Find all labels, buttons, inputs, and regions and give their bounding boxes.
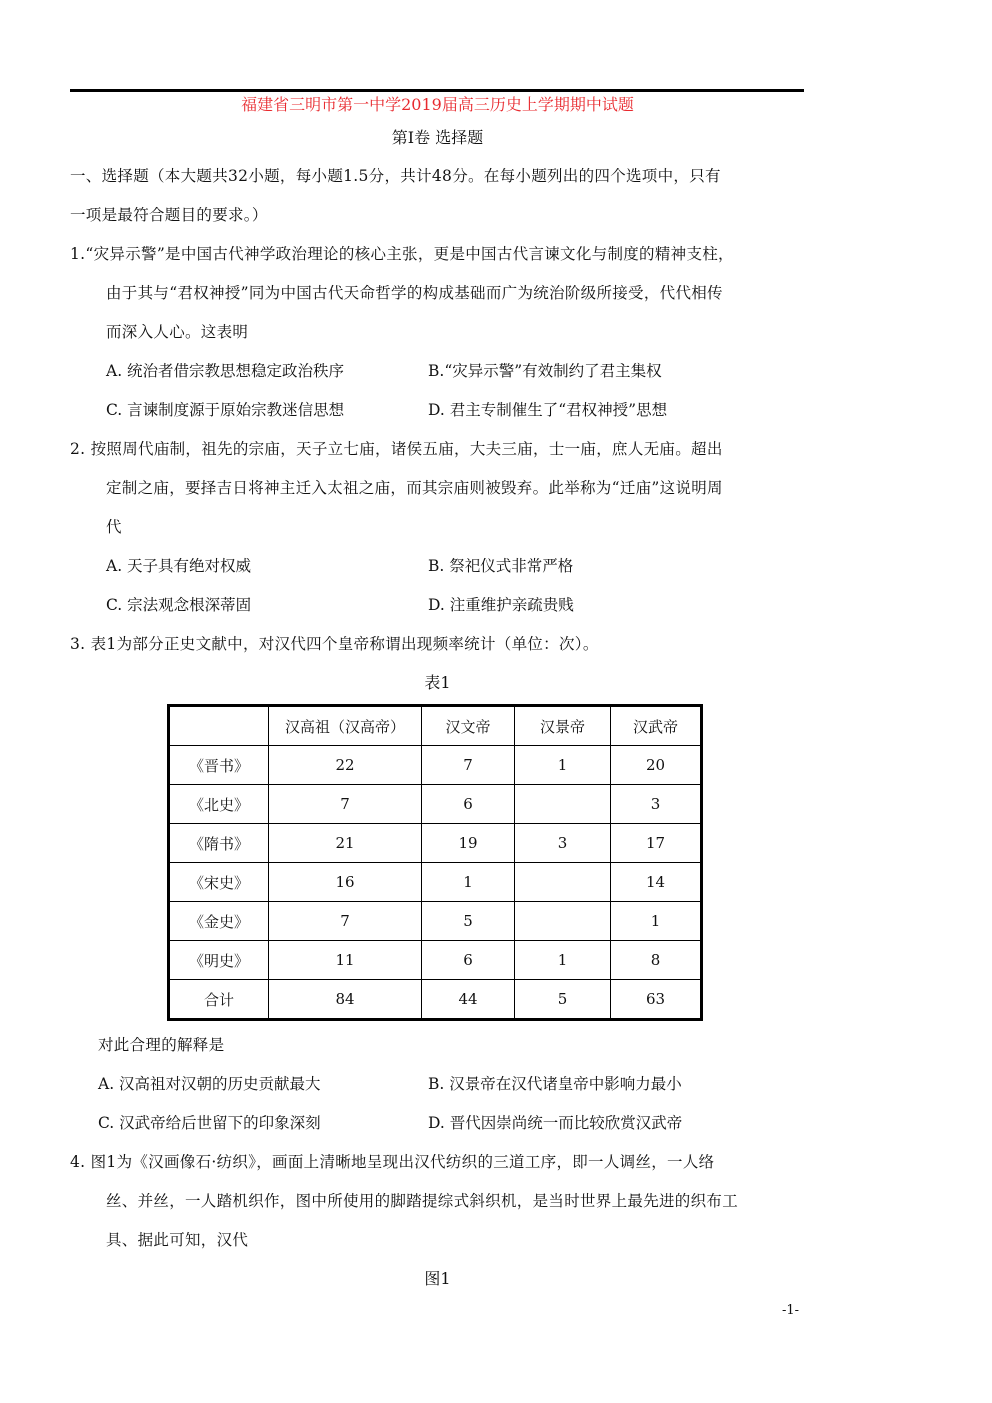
table-cell: [515, 902, 611, 941]
q3-option-d[interactable]: D. 晋代因崇尚统一而比较欣赏汉武帝: [428, 1114, 683, 1132]
table-cell: 11: [269, 941, 422, 980]
q2-option-d[interactable]: D. 注重维护亲疏贵贱: [428, 596, 574, 614]
table-cell: 14: [611, 863, 702, 902]
table-cell: [515, 863, 611, 902]
table-header-cell: [169, 706, 269, 746]
table-row: [169, 746, 702, 785]
q2-option-b[interactable]: B. 祭祀仪式非常严格: [428, 557, 574, 575]
table-row: [169, 863, 702, 902]
q1-option-c[interactable]: C. 言谏制度源于原始宗教迷信思想: [106, 401, 345, 419]
table-total-row: [169, 980, 702, 1020]
header-rule: [70, 89, 804, 92]
q4-stem-line1: 4. 图1为《汉画像石·纺织》，画面上清晰地呈现出汉代纺织的三道工序，即一人调丝，一人络: [70, 1153, 715, 1171]
q1-option-a[interactable]: A. 统治者借宗教思想稳定政治秩序: [106, 362, 345, 380]
table-cell: 1: [515, 941, 611, 980]
section-subtitle: 第I卷 选择题: [391, 128, 484, 147]
q1-option-d[interactable]: D. 君主专制催生了“君权神授”思想: [428, 401, 668, 419]
table-caption: 表1: [424, 673, 451, 692]
table-cell: 《北史》: [169, 785, 269, 824]
table-row: [169, 824, 702, 863]
q4-stem-line2: 丝、并丝，一人踏机织作，图中所使用的脚踏提综式斜织机，是当时世界上最先进的织布工: [106, 1192, 739, 1210]
table-cell: 《晋书》: [169, 746, 269, 785]
table-cell: 7: [269, 785, 422, 824]
table-cell: 《明史》: [169, 941, 269, 980]
table-cell: 16: [269, 863, 422, 902]
table-cell: 22: [269, 746, 422, 785]
table-cell: 8: [611, 941, 702, 980]
table-header-cell: 汉景帝: [515, 706, 611, 746]
figure-caption: 图1: [424, 1269, 451, 1288]
section-instructions-line2: 一项是最符合题目的要求。）: [70, 206, 268, 224]
document-title: 福建省三明市第一中学2019届高三历史上学期期中试题: [241, 95, 634, 114]
table-header-cell: 汉文帝: [422, 706, 515, 746]
q3-stem-line1: 3. 表1为部分正史文献中，对汉代四个皇帝称谓出现频率统计（单位：次）。: [70, 635, 599, 653]
table-cell: 《金史》: [169, 902, 269, 941]
q2-option-c[interactable]: C. 宗法观念根深蒂固: [106, 596, 252, 614]
page-number: -1-: [782, 1303, 800, 1318]
q1-option-b[interactable]: B.“灾异示警”有效制约了君主集权: [428, 362, 662, 380]
table-cell: 7: [269, 902, 422, 941]
table-cell: 1: [422, 863, 515, 902]
section-instructions-line1: 一、选择题（本大题共32小题，每小题1.5分，共计48分。在每小题列出的四个选项中，只有: [70, 167, 721, 185]
table-cell: 5: [515, 980, 611, 1020]
table-cell: 21: [269, 824, 422, 863]
table-cell: 《隋书》: [169, 824, 269, 863]
table-cell: 20: [611, 746, 702, 785]
table-cell: 5: [422, 902, 515, 941]
table-header-row: [169, 706, 702, 746]
table-row: [169, 941, 702, 980]
table-cell: 3: [611, 785, 702, 824]
table-cell: 1: [611, 902, 702, 941]
table-cell: [515, 785, 611, 824]
q2-option-a[interactable]: A. 天子具有绝对权威: [106, 557, 252, 575]
table-cell: 合计: [169, 980, 269, 1020]
table-cell: 19: [422, 824, 515, 863]
q2-stem-line1: 2. 按照周代庙制，祖先的宗庙，天子立七庙，诸侯五庙，大夫三庙，士一庙，庶人无庙。超出: [70, 440, 723, 458]
table-cell: 44: [422, 980, 515, 1020]
table-cell: 《宋史》: [169, 863, 269, 902]
frequency-table: [167, 704, 703, 1021]
table-cell: 7: [422, 746, 515, 785]
table-cell: 63: [611, 980, 702, 1020]
q1-stem-line2: 由于其与“君权神授”同为中国古代天命哲学的构成基础而广为统治阶级所接受，代代相传: [106, 284, 723, 302]
q3-stem-after: 对此合理的解释是: [98, 1036, 225, 1054]
table-cell: 6: [422, 785, 515, 824]
q1-stem-line3: 而深入人心。这表明: [106, 323, 249, 341]
q3-option-a[interactable]: A. 汉高祖对汉朝的历史贡献最大: [98, 1075, 321, 1093]
table-row: [169, 902, 702, 941]
table-row: [169, 785, 702, 824]
table-cell: 84: [269, 980, 422, 1020]
q3-option-c[interactable]: C. 汉武帝给后世留下的印象深刻: [98, 1114, 321, 1132]
table-header-cell: 汉武帝: [611, 706, 702, 746]
q4-stem-line3: 具、据此可知，汉代: [106, 1231, 249, 1249]
table-cell: 1: [515, 746, 611, 785]
table-header-cell: 汉高祖（汉高帝）: [269, 706, 422, 746]
table-cell: 3: [515, 824, 611, 863]
q2-stem-line3: 代: [106, 518, 122, 536]
q1-stem-line1: 1.“灾异示警”是中国古代神学政治理论的核心主张，更是中国古代言谏文化与制度的精神支柱，: [70, 245, 734, 263]
q2-stem-line2: 定制之庙，要择吉日将神主迁入太祖之庙，而其宗庙则被毁弃。此举称为“迁庙”这说明周: [106, 479, 723, 497]
q3-option-b[interactable]: B. 汉景帝在汉代诸皇帝中影响力最小: [428, 1075, 682, 1093]
table-cell: 6: [422, 941, 515, 980]
table-cell: 17: [611, 824, 702, 863]
